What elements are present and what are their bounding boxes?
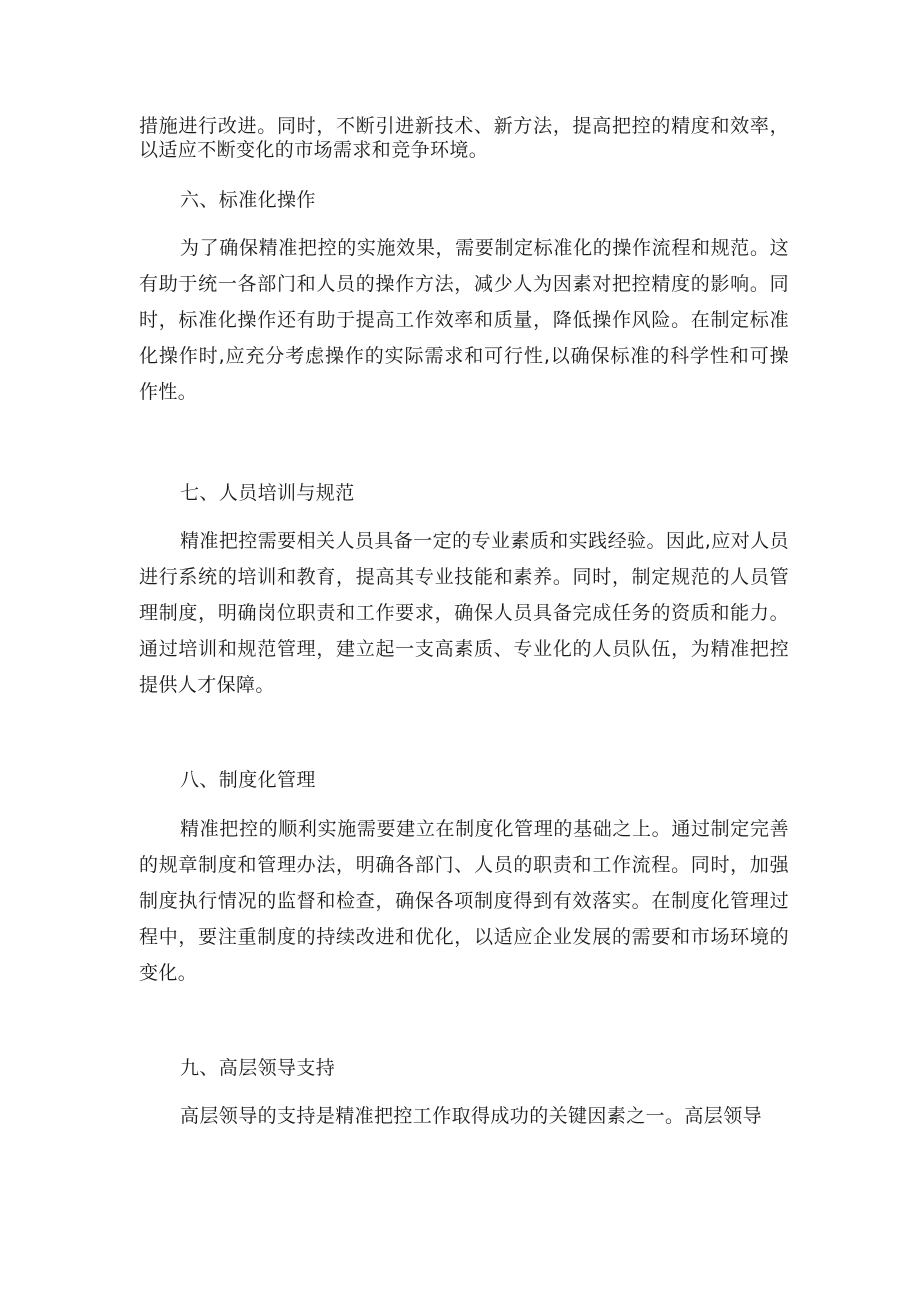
section-body-9: 高层领导的支持是精准把控工作取得成功的关键因素之一。高层领导 bbox=[180, 1105, 763, 1127]
section-heading-6: 六、标准化操作 bbox=[180, 189, 316, 211]
intro-paragraph: 措施进行改进。同时，不断引进新技术、新方法，提高把控的精度和效率，以适应不断变化的市场需求和竞争环境。 bbox=[139, 115, 789, 161]
section-body-6: 为了确保精准把控的实施效果，需要制定标准化的操作流程和规范。这有助于统一各部门和人员的操作方法，减少人为因素对把控精度的影响。同时，标准化操作还有助于提高工作效率和质量，降低操作风险。在制定标准化操作时,应充分考虑操作的实际需求和可行性,以确保标准的科学性和可操作性。 bbox=[139, 237, 789, 403]
section-body-7: 精准把控需要相关人员具备一定的专业素质和实践经验。因此,应对人员进行系统的培训和教育，提高其专业技能和素养。同时，制定规范的人员管理制度，明确岗位职责和工作要求，确保人员具备完成任务的资质和能力。通过培训和规范管理，建立起一支高素质、专业化的人员队伍，为精准把控提供人才保障。 bbox=[139, 530, 789, 696]
section-heading-8: 八、制度化管理 bbox=[180, 769, 316, 791]
section-heading-9: 九、高层领导支持 bbox=[180, 1057, 336, 1079]
section-body-8: 精准把控的顺利实施需要建立在制度化管理的基础之上。通过制定完善的规章制度和管理办法，明确各部门、人员的职责和工作流程。同时，加强制度执行情况的监督和检查，确保各项制度得到有效落实。在制度化管理过程中，要注重制度的持续改进和优化，以适应企业发展的需要和市场环境的变化。 bbox=[139, 818, 789, 984]
section-heading-7: 七、人员培训与规范 bbox=[180, 482, 355, 504]
